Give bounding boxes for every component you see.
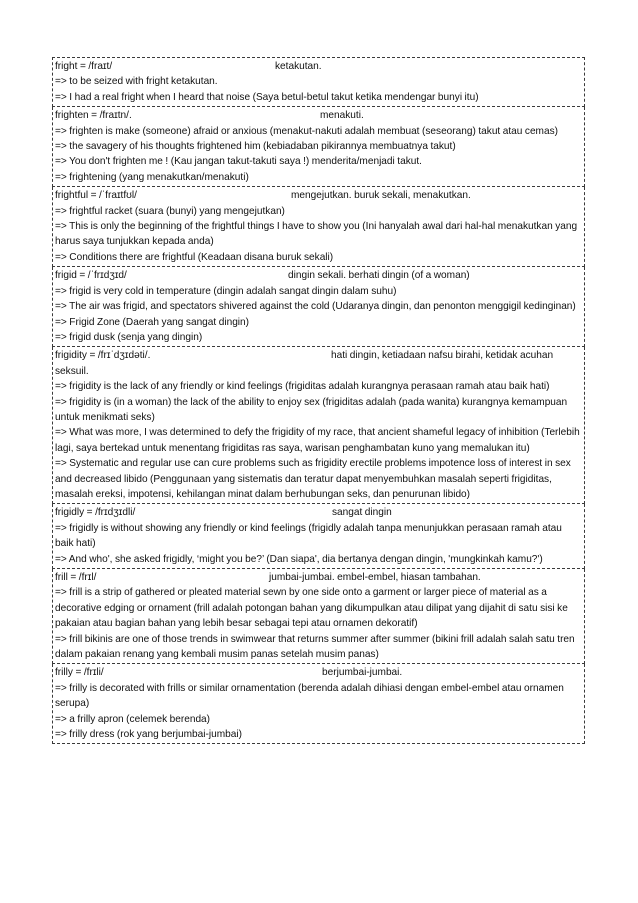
entry-line: => frightening (yang menakutkan/menakuti) [55, 171, 249, 183]
entry-line: => frigid is very cold in temperature (dingin adalah sangat dingin dalam suhu) [55, 285, 397, 297]
entry-gloss: ketakutan. [275, 61, 322, 72]
entry-gloss: berjumbai-jumbai. [322, 667, 403, 679]
entry-headword-line [55, 59, 582, 74]
entry-line: => frilly is decorated with frills or similar ornamentation (berenda adalah dihiasi dengan embel-embel atau ornamen serupa) [55, 682, 564, 710]
entry-line: => You don't frighten me ! (Kau jangan takut-takuti saya !) menderita/menjadi takut. [55, 156, 422, 168]
entry-gloss: mengejutkan. buruk sekali, menakutkan. [291, 190, 471, 202]
entry-gloss: menakuti. [320, 110, 364, 122]
entry-fright [52, 57, 585, 107]
entry-line: => the savagery of his thoughts frightened him (kebiadaban pikirannya membuatnya takut) [55, 141, 456, 153]
entry-term: frigid = /ˈfrɪdʒɪd/ [55, 270, 127, 282]
entry-line: => What was more, I was determined to defy the frigidity of my race, that ancient shameful legacy of inhibition (Terlebih lagi, saya bertekad untuk menentang frigiditas ras saya, warisan penghambatan kuno yang memalukan itu) [55, 427, 580, 454]
entry-headword-line [55, 348, 582, 363]
entry-line: => I had a real fright when I heard that noise (Saya betul-betul takut ketika mendengar bunyi itu) [55, 91, 479, 103]
entry-line: => Conditions there are frightful (Keadaan disana buruk sekali) [55, 251, 334, 263]
entry-line: seksuil. [55, 365, 89, 377]
entry-term: frigidity = /frɪˈdʒɪdəti/. [55, 350, 151, 362]
entry-headword-line [55, 505, 582, 520]
entry-headword-line [55, 268, 582, 283]
entry-headword-line [55, 108, 582, 123]
entry-frilly [52, 664, 585, 744]
entry-gloss: dingin sekali. berhati dingin (of a woman) [288, 270, 470, 282]
entry-line: => frill bikinis are one of those trends in swimwear that returns summer after summer (bikini frill adalah salah satu tren dalam pakaian renang yang kembali musim panas setelah musim panas) [55, 633, 575, 661]
document-page [52, 57, 585, 744]
entry-gloss: hati dingin, ketiadaan nafsu birahi, ketidak acuhan [331, 350, 554, 362]
entry-term: frill = /frɪl/ [55, 572, 97, 583]
entry-line: => This is only the beginning of the frightful things I have to show you (Ini hanyalah awal dari hal-hal menakutkan yang harus saya tunjukkan kepada anda) [55, 221, 578, 248]
entry-line: => Frigid Zone (Daerah yang sangat dingin) [55, 316, 250, 328]
entry-line: => frilly dress (rok yang berjumbai-jumbai) [55, 729, 242, 741]
entry-frighten [52, 107, 585, 187]
entry-line: => to be seized with fright ketakutan. [55, 76, 218, 88]
entry-line: => And who', she asked frigidly, ‘might you be?’ (Dan siapa', dia bertanya dengan dingin, 'mungkinkah kamu?') [55, 553, 543, 565]
entry-gloss: sangat dingin [332, 507, 392, 519]
entry-frightful [52, 187, 585, 267]
entry-frigidly [52, 504, 585, 569]
entry-frigid [52, 267, 585, 347]
entry-line: => frighten is make (someone) afraid or anxious (menakut-nakuti adalah membuat (seseorang) takut atau cemas) [55, 125, 558, 137]
entry-term: frilly = /frɪli/ [55, 667, 104, 679]
entry-term: frighten = /fraɪtn/. [55, 110, 132, 122]
entry-line: => frigidity is the lack of any friendly or kind feelings (frigiditas adalah kurangnya perasaan ramah atau baik hati) [55, 381, 550, 393]
entry-term: frightful = /ˈfraɪtfʊl/ [55, 190, 137, 202]
entry-frigidity [52, 347, 585, 504]
entry-headword-line [55, 188, 582, 203]
entry-line: => a frilly apron (celemek berenda) [55, 713, 211, 725]
entry-headword-line [55, 665, 582, 680]
entry-line: => Systematic and regular use can cure problems such as frigidity erectile problems impotence loss of interest in sex and decreased libido (Penggunaan yang sistematis dan teratur dapat menyembuhkan masalah seperti frigiditas, masalah ereksi, impotensi, kehilangan minat dalam berhubungan seks, dan penurunan libido) [55, 458, 571, 500]
entry-line: => frightful racket (suara (bunyi) yang mengejutkan) [55, 205, 285, 217]
entry-term: fright = /fraɪt/ [55, 61, 113, 72]
entry-line: => frill is a strip of gathered or pleated material sewn by one side onto a garment or larger piece of material as a decorative edging or ornament (frill adalah potongan bahan yang dikumpulkan atau dilipat yang dijahit di satu sisi ke pakaian atau bagian bahan yang lebih besar sebagai tepi atau ornamen dekoratif) [55, 587, 568, 630]
entry-frill [52, 569, 585, 664]
entry-line: => The air was frigid, and spectators shivered against the cold (Udaranya dingin, dan penonton menggigil kedinginan) [55, 301, 576, 313]
entry-term: frigidly = /frɪdʒɪdli/ [55, 507, 136, 519]
entry-line: => frigid dusk (senja yang dingin) [55, 331, 203, 343]
entry-headword-line [55, 570, 582, 585]
entry-line: => frigidly is without showing any friendly or kind feelings (frigidly adalah tanpa menunjukkan perasaan ramah atau baik hati) [55, 522, 562, 550]
entry-line: => frigidity is (in a woman) the lack of the ability to enjoy sex (frigiditas adalah (pada wanita) kurangnya kemampuan untuk menikmati seks) [55, 396, 568, 423]
entry-gloss: jumbai-jumbai. embel-embel, hiasan tambahan. [269, 572, 481, 583]
